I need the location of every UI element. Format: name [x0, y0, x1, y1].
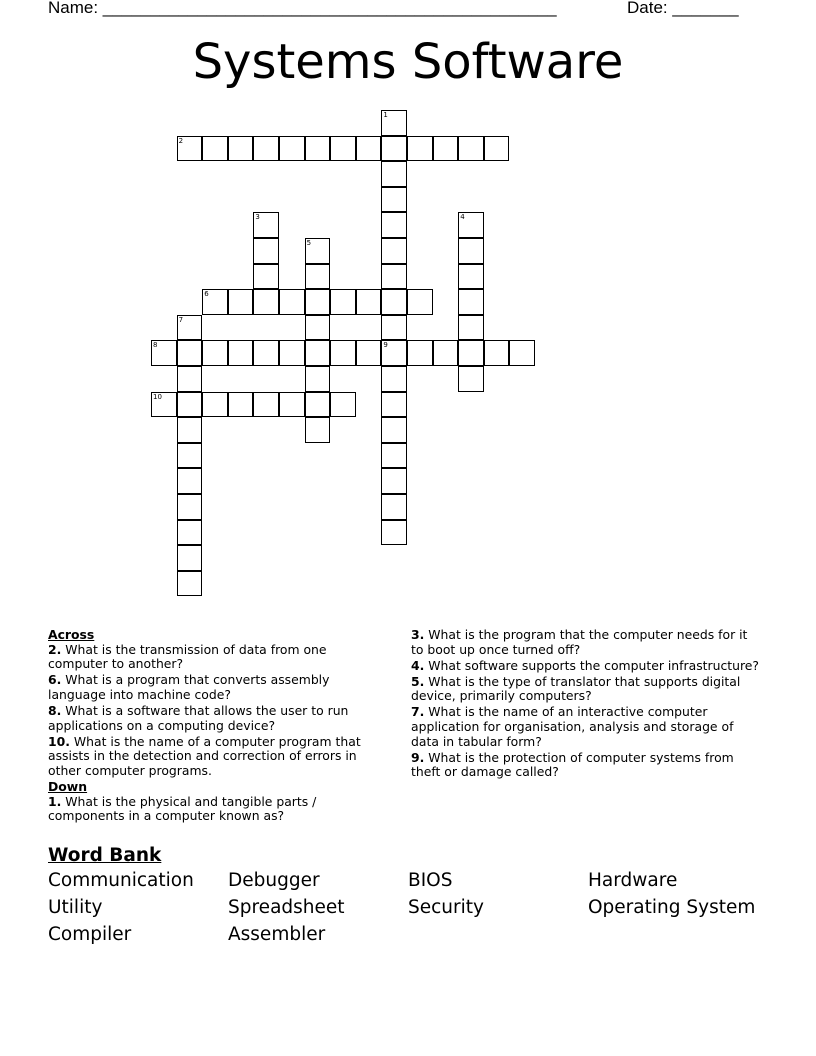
- clue-down-3: 3. What is the program that the computer needs for it to boot up once turned off?: [411, 627, 748, 657]
- crossword-cell[interactable]: [407, 136, 433, 162]
- clue-number: 7: [178, 315, 184, 324]
- clue-down-9: 9. What is the protection of computer systems from theft or damage called?: [411, 749, 734, 780]
- crossword-cell[interactable]: [202, 289, 228, 315]
- clue-down-1: 1. What is the physical and tangible parts / components in a computer known as?: [48, 793, 317, 824]
- crossword-cell[interactable]: [381, 494, 407, 520]
- crossword-cell[interactable]: [381, 238, 407, 264]
- name-blank[interactable]: ________________________________________________: [102, 0, 557, 17]
- crossword-cell[interactable]: [305, 238, 331, 264]
- crossword-cell[interactable]: [458, 264, 484, 290]
- crossword-cell[interactable]: [305, 417, 331, 443]
- crossword-cell[interactable]: [381, 136, 407, 162]
- across-heading: Across: [48, 627, 95, 642]
- crossword-cell[interactable]: [356, 136, 382, 162]
- crossword-cell[interactable]: [381, 366, 407, 392]
- crossword-cell[interactable]: [381, 187, 407, 213]
- crossword-cell[interactable]: [202, 136, 228, 162]
- word-bank-item: Compiler: [48, 924, 132, 945]
- down-heading: Down: [48, 778, 88, 794]
- word-bank: [48, 845, 788, 945]
- crossword-cell[interactable]: [330, 392, 356, 418]
- crossword-cell[interactable]: [279, 289, 305, 315]
- crossword-cell[interactable]: [433, 340, 459, 366]
- crossword-cell[interactable]: [177, 366, 203, 392]
- crossword-cell[interactable]: [177, 417, 203, 443]
- word-bank-item: Utility: [48, 897, 103, 918]
- crossword-cell[interactable]: [279, 136, 305, 162]
- word-bank-item: Security: [408, 897, 484, 918]
- crossword-cell[interactable]: [177, 494, 203, 520]
- clue-number: 10: [153, 392, 162, 401]
- crossword-cell[interactable]: [381, 212, 407, 238]
- clue-number: 3: [255, 213, 260, 222]
- crossword-cell[interactable]: [253, 392, 279, 418]
- clue-down-5: 5. What is the type of translator that supports digital device, primarily computers?: [411, 673, 741, 704]
- crossword-cell[interactable]: [279, 392, 305, 418]
- page-title: Systems Software: [192, 34, 624, 90]
- crossword-cell[interactable]: [253, 264, 279, 290]
- crossword-cell[interactable]: [177, 571, 203, 597]
- crossword-cell[interactable]: [305, 264, 331, 290]
- word-bank-title: Word Bank: [48, 845, 162, 866]
- clues-column-right: [411, 628, 761, 781]
- crossword-cell[interactable]: [253, 289, 279, 315]
- clue-number: 2: [178, 136, 184, 145]
- crossword-cell[interactable]: [381, 340, 407, 366]
- crossword-cell[interactable]: [381, 392, 407, 418]
- word-bank-item: BIOS: [408, 870, 453, 891]
- crossword-cell[interactable]: [484, 136, 510, 162]
- crossword-cell[interactable]: [177, 520, 203, 546]
- crossword-cell[interactable]: [381, 315, 407, 341]
- crossword-cell[interactable]: [228, 289, 254, 315]
- crossword-cell[interactable]: [305, 392, 331, 418]
- clue-across-8: 8. What is a software that allows the user to run applications on a computing device?: [48, 702, 349, 733]
- crossword-cell[interactable]: [330, 136, 356, 162]
- crossword-cell[interactable]: [305, 366, 331, 392]
- date-blank[interactable]: _______: [672, 0, 739, 17]
- crossword-cell[interactable]: [381, 468, 407, 494]
- crossword-cell[interactable]: [253, 136, 279, 162]
- word-bank-item: Debugger: [228, 870, 320, 891]
- crossword-cell[interactable]: [151, 392, 177, 418]
- crossword-cell[interactable]: [484, 340, 510, 366]
- crossword-cell[interactable]: [381, 264, 407, 290]
- clue-number: 6: [204, 290, 209, 299]
- date-label: Date:: [627, 0, 673, 17]
- crossword-cell[interactable]: [458, 340, 484, 366]
- clue-across-2: 2. What is the transmission of data from one computer to another?: [48, 641, 327, 672]
- crossword-cell[interactable]: [381, 520, 407, 546]
- crossword-cell[interactable]: [202, 340, 228, 366]
- clue-down-7: 7. What is the name of an interactive computer application for organisation, analysis and storage of data in tabular form?: [411, 704, 734, 749]
- crossword-cell[interactable]: [433, 136, 459, 162]
- crossword-cell[interactable]: [151, 340, 177, 366]
- crossword-cell[interactable]: [228, 340, 254, 366]
- crossword-cell[interactable]: [458, 238, 484, 264]
- crossword-cell[interactable]: [356, 340, 382, 366]
- clue-number: 5: [306, 239, 312, 247]
- crossword-cell[interactable]: [458, 289, 484, 315]
- crossword-cell[interactable]: [177, 468, 203, 494]
- clue-down-4: 4. What software supports the computer infrastructure?: [411, 657, 760, 673]
- crossword-cell[interactable]: [305, 289, 331, 315]
- crossword-cell[interactable]: [381, 289, 407, 315]
- crossword-cell[interactable]: [458, 366, 484, 392]
- crossword-cell[interactable]: [177, 136, 203, 162]
- crossword-cell[interactable]: [330, 289, 356, 315]
- crossword-cell[interactable]: [509, 340, 535, 366]
- word-bank-item: Hardware: [588, 870, 678, 891]
- crossword-cell[interactable]: [177, 545, 203, 571]
- clue-across-6: 6. What is a program that converts assembly language into machine code?: [48, 672, 330, 702]
- word-bank-item: Communication: [48, 870, 194, 891]
- crossword-cell[interactable]: [458, 212, 484, 238]
- crossword-cell[interactable]: [279, 340, 305, 366]
- crossword-cell[interactable]: [253, 212, 279, 238]
- crossword-cell[interactable]: [381, 443, 407, 469]
- crossword-cell[interactable]: [356, 289, 382, 315]
- word-bank-list: [48, 870, 788, 945]
- crossword-cell[interactable]: [253, 340, 279, 366]
- word-bank-item: Assembler: [228, 924, 326, 945]
- crossword-cell[interactable]: [228, 392, 254, 418]
- crossword-cell[interactable]: [202, 392, 228, 418]
- clue-number: 4: [460, 213, 465, 222]
- crossword-cell[interactable]: [305, 340, 331, 366]
- crossword-cell[interactable]: [177, 392, 203, 418]
- crossword-cell[interactable]: [458, 136, 484, 162]
- crossword-cell[interactable]: [228, 136, 254, 162]
- crossword-cell[interactable]: [177, 315, 203, 341]
- clue-across-10: 10. What is the name of a computer program that assists in the detection and correction of errors in other computer programs.: [48, 733, 361, 778]
- crossword-cell[interactable]: [381, 417, 407, 443]
- clue-number: 8: [153, 341, 158, 350]
- clues-column-left: [48, 628, 388, 825]
- word-bank-item: Spreadsheet: [228, 897, 345, 918]
- crossword-cell[interactable]: [177, 443, 203, 469]
- name-label: Name:: [48, 0, 103, 17]
- crossword-cell[interactable]: [305, 315, 331, 341]
- crossword-cell[interactable]: [381, 161, 407, 187]
- clue-number: 9: [383, 341, 388, 350]
- crossword-cell[interactable]: [381, 110, 407, 136]
- crossword-cell[interactable]: [407, 289, 433, 315]
- word-bank-item: Operating System: [588, 897, 756, 918]
- clue-number: 1: [383, 111, 388, 119]
- crossword-cell[interactable]: [177, 340, 203, 366]
- crossword-cell[interactable]: [458, 315, 484, 341]
- crossword-cell[interactable]: [305, 136, 331, 162]
- crossword-cell[interactable]: [407, 340, 433, 366]
- crossword-cell[interactable]: [253, 238, 279, 264]
- crossword-cell[interactable]: [330, 340, 356, 366]
